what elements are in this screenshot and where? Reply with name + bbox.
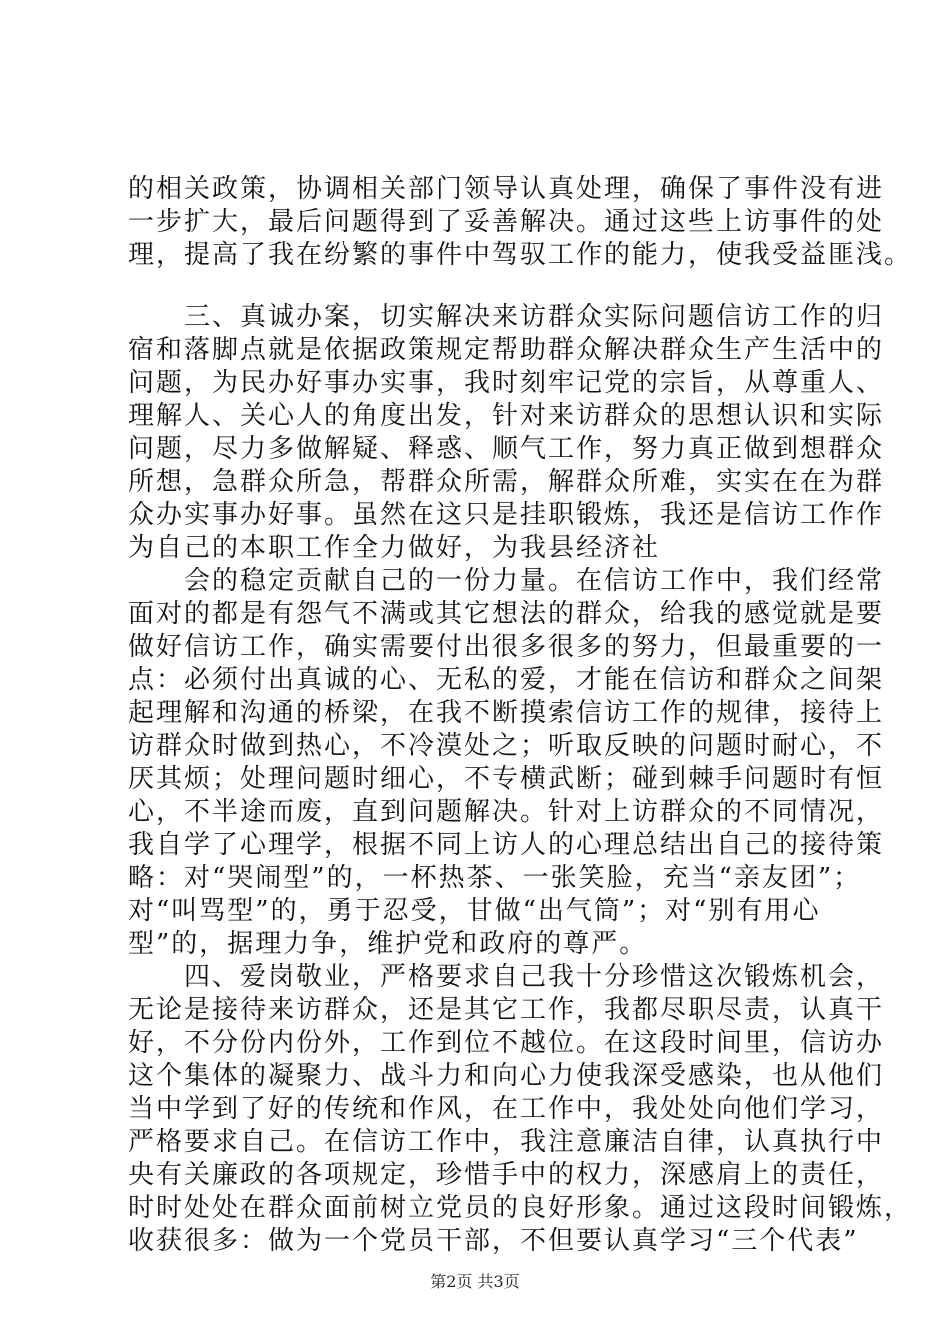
text-line: 宿和落脚点就是依据政策规定帮助群众解决群众生产生活中的 (128, 335, 885, 365)
text-line: 的相关政策，协调相关部门领导认真处理，确保了事件没有进 (128, 174, 885, 204)
text-line: 收获很多：做为一个党员干部，不但要认真学习“三个代表” (128, 1226, 859, 1256)
text-line: 当中学到了好的传统和作风，在工作中，我处处向他们学习， (128, 1094, 885, 1124)
text-line: 理，提高了我在纷繁的事件中驾驭工作的能力，使我受益匪浅。 (128, 240, 913, 270)
text-line: 央有关廉政的各项规定，珍惜手中的权力，深感肩上的责任， (128, 1160, 885, 1190)
text-line: 起理解和沟通的桥梁，在我不断摸索信访工作的规律，接待上 (128, 698, 885, 728)
text-line: 好，不分份内份外，工作到位不越位。在这段时间里，信访办 (128, 1028, 885, 1058)
text-line: 所想，急群众所急，帮群众所需，解群众所难，实实在在为群 (128, 467, 885, 497)
text-line: 问题，尽力多做解疑、释惑、顺气工作，努力真正做到想群众 (128, 434, 885, 464)
text-line: 会的稳定贡献自己的一份力量。在信访工作中，我们经常 (128, 566, 885, 596)
text-line: 无论是接待来访群众，还是其它工作，我都尽职尽责，认真干 (128, 995, 885, 1025)
text-line: 问题，为民办好事办实事，我时刻牢记党的宗旨，从尊重人、 (128, 368, 885, 398)
text-line: 访群众时做到热心，不冷漠处之；听取反映的问题时耐心，不 (128, 731, 885, 761)
paragraph-continuation (128, 173, 913, 272)
text-line: 为自己的本职工作全力做好，为我县经济社 (128, 533, 661, 563)
text-line: 我自学了心理学，根据不同上访人的心理总结出自己的接待策 (128, 830, 885, 860)
text-line: 三、真诚办案，切实解决来访群众实际问题信访工作的归 (128, 302, 885, 332)
text-line: 严格要求自己。在信访工作中，我注意廉洁自律，认真执行中 (128, 1127, 885, 1157)
text-line: 这个集体的凝聚力、战斗力和向心力使我深受感染，也从他们 (128, 1061, 885, 1091)
text-line: 心，不半途而废，直到问题解决。针对上访群众的不同情况， (128, 797, 885, 827)
text-line: 理解人、关心人的角度出发，针对来访群众的思想认识和实际 (128, 401, 885, 431)
text-line: 对“叫骂型”的，勇于忍受，甘做“出气筒”；对“别有用心 (128, 896, 821, 926)
text-line: 面对的都是有怨气不满或其它想法的群众，给我的感觉就是要 (128, 599, 885, 629)
text-line: 四、爱岗敬业，严格要求自己我十分珍惜这次锻炼机会， (128, 962, 885, 992)
text-line: 众办实事办好事。虽然在这只是挂职锻炼，我还是信访工作作 (128, 500, 885, 530)
text-line: 略：对“哭闹型”的，一杯热茶、一张笑脸，充当“亲友团”； (128, 863, 862, 893)
text-line: 一步扩大，最后问题得到了妥善解决。通过这些上访事件的处 (128, 207, 885, 237)
text-line: 做好信访工作，确实需要付出很多很多的努力，但最重要的一 (128, 632, 885, 662)
text-line: 厌其烦；处理问题时细心，不专横武断；碰到棘手问题时有恒 (128, 764, 885, 794)
text-line: 型”的，据理力争，维护党和政府的尊严。 (128, 929, 648, 959)
body-text (128, 301, 913, 1258)
text-line: 时时处处在群众面前树立党员的良好形象。通过这段时间锻炼， (128, 1193, 913, 1223)
page-number: 第2页 共3页 (430, 1272, 520, 1291)
text-line: 点：必须付出真诚的心、无私的爱，才能在信访和群众之间架 (128, 665, 885, 695)
